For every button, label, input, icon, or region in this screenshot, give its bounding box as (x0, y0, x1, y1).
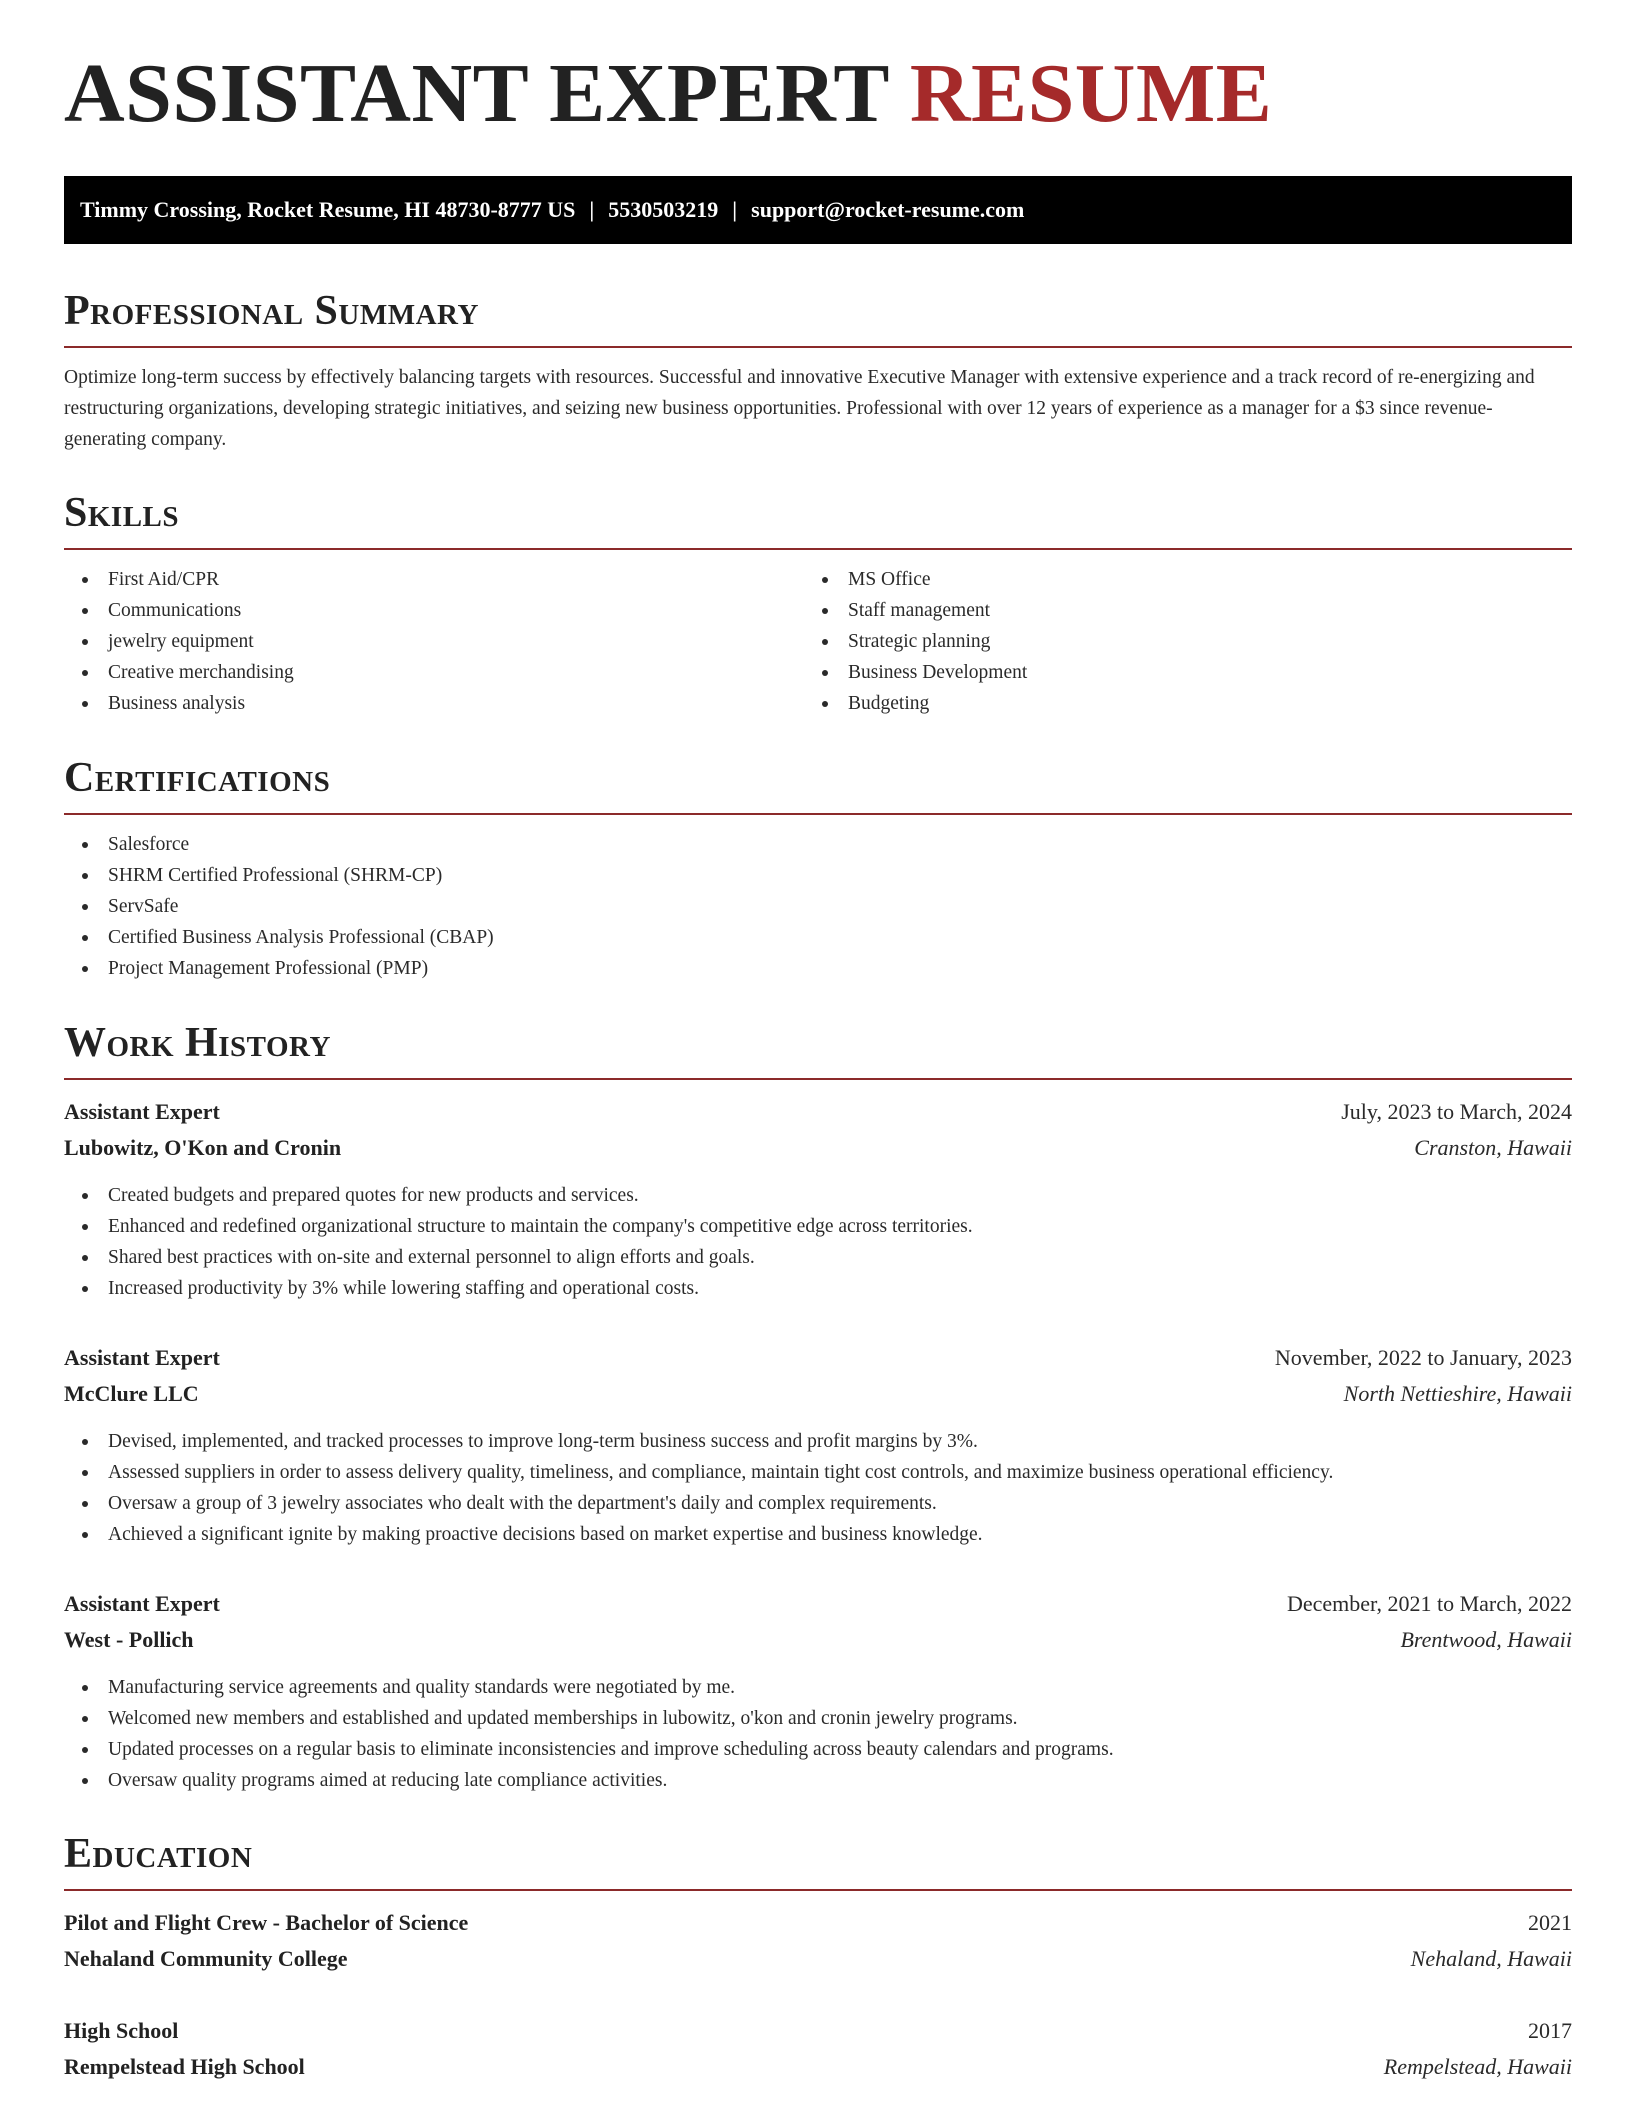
job-title: Assistant Expert (64, 1591, 220, 1616)
summary-text: Optimize long-term success by effectively balancing targets with resources. Successful and innovative Executive Manager with extensive experience and a track record of re-energizing and restructuring organizations, developing strategic initiatives, and seizing new business opportunities. Professional with over 12 years of experience as a manager for a $3 since revenue-generating company. (64, 367, 1535, 450)
job-title: Assistant Expert (64, 1099, 220, 1124)
skills-heading: Skills (64, 490, 180, 536)
education-entry (64, 2013, 1572, 2085)
section-divider (64, 1889, 1572, 1891)
contact-phone[interactable]: 5530503219 (608, 197, 719, 222)
education-entry (64, 1905, 1572, 1977)
job-company: West - Pollich (64, 1627, 194, 1652)
job-bullet: Oversaw quality programs aimed at reducing late compliance activities. (64, 1765, 1572, 1796)
job-bullet: Shared best practices with on-site and external personnel to align efforts and goals. (64, 1242, 1572, 1273)
summary-heading: Professional Summary (64, 288, 479, 334)
skill-item: Staff management (804, 595, 1544, 626)
section-divider (64, 1078, 1572, 1080)
skill-item: MS Office (804, 564, 1544, 595)
skill-item: Business Development (804, 657, 1544, 688)
education-school: Nehaland Community College (64, 1946, 348, 1971)
title-accent: RESUME (909, 47, 1273, 140)
skill-item: jewelry equipment (64, 626, 804, 657)
skill-item: Budgeting (804, 688, 1544, 719)
job-bullet: Manufacturing service agreements and quality standards were negotiated by me. (64, 1672, 1572, 1703)
summary-section (64, 290, 1572, 455)
certification-item: Certified Business Analysis Professional (CBAP) (64, 922, 1572, 953)
job-entry (64, 1586, 1572, 1796)
job-bullet: Achieved a significant ignite by making proactive decisions based on market expertise and business knowledge. (64, 1519, 1572, 1550)
job-dates: July, 2023 to March, 2024 (1341, 1099, 1572, 1124)
job-location: Brentwood, Hawaii (1400, 1627, 1572, 1652)
certifications-heading: Certifications (64, 755, 331, 801)
job-bullets (64, 1426, 1572, 1550)
skills-list-left (64, 564, 804, 719)
job-title: Assistant Expert (64, 1345, 220, 1370)
job-company: Lubowitz, O'Kon and Cronin (64, 1135, 342, 1160)
job-dates: December, 2021 to March, 2022 (1286, 1591, 1572, 1616)
skills-columns (64, 550, 1572, 719)
certifications-section (64, 757, 1572, 984)
education-year: 2021 (1528, 1910, 1572, 1935)
certification-item: Salesforce (64, 829, 1572, 860)
contact-email[interactable]: support@rocket-resume.com (751, 197, 1025, 222)
education-location: Rempelstead, Hawaii (1383, 2054, 1572, 2079)
education-school: Rempelstead High School (64, 2054, 305, 2079)
certification-item: SHRM Certified Professional (SHRM-CP) (64, 860, 1572, 891)
job-bullets (64, 1180, 1572, 1304)
job-dates: November, 2022 to January, 2023 (1274, 1345, 1572, 1370)
education-degree: High School (64, 2018, 179, 2043)
skill-item: First Aid/CPR (64, 564, 804, 595)
job-entry (64, 1340, 1572, 1550)
job-location: North Nettieshire, Hawaii (1343, 1381, 1572, 1406)
job-bullet: Devised, implemented, and tracked processes to improve long-term business success and profit margins by 3%. (64, 1426, 1572, 1457)
job-bullets (64, 1672, 1572, 1796)
contact-separator: | (732, 197, 738, 222)
work-history-heading: Work History (64, 1020, 331, 1066)
job-bullet: Created budgets and prepared quotes for new products and services. (64, 1180, 1572, 1211)
education-location: Nehaland, Hawaii (1410, 1946, 1572, 1971)
certifications-list (64, 829, 1572, 984)
skills-section (64, 492, 1572, 719)
job-entry (64, 1094, 1572, 1304)
job-company: McClure LLC (64, 1381, 199, 1406)
contact-address: Timmy Crossing, Rocket Resume, HI 48730-8777 US (80, 197, 576, 222)
job-bullet: Increased productivity by 3% while lowering staffing and operational costs. (64, 1273, 1572, 1304)
skill-item: Business analysis (64, 688, 804, 719)
contact-separator: | (589, 197, 595, 222)
section-divider (64, 813, 1572, 815)
skill-item: Strategic planning (804, 626, 1544, 657)
job-location: Cranston, Hawaii (1414, 1135, 1572, 1160)
title-main: ASSISTANT EXPERT (64, 47, 889, 140)
education-year: 2017 (1528, 2018, 1572, 2043)
certification-item: Project Management Professional (PMP) (64, 953, 1572, 984)
job-bullet: Enhanced and redefined organizational structure to maintain the company's competitive edge across territories. (64, 1211, 1572, 1242)
skill-item: Communications (64, 595, 804, 626)
certification-item: ServSafe (64, 891, 1572, 922)
section-divider (64, 346, 1572, 348)
education-degree: Pilot and Flight Crew - Bachelor of Science (64, 1910, 469, 1935)
job-bullet: Updated processes on a regular basis to eliminate inconsistencies and improve scheduling across beauty calendars and programs. (64, 1734, 1572, 1765)
contact-bar (64, 176, 1572, 244)
skill-item: Creative merchandising (64, 657, 804, 688)
job-bullet: Assessed suppliers in order to assess delivery quality, timeliness, and compliance, maintain tight cost controls, and maximize business operational efficiency. (64, 1457, 1572, 1488)
job-bullet: Welcomed new members and established and updated memberships in lubowitz, o'kon and cronin jewelry programs. (64, 1703, 1572, 1734)
job-bullet: Oversaw a group of 3 jewelry associates who dealt with the department's daily and complex requirements. (64, 1488, 1572, 1519)
education-heading: Education (64, 1831, 253, 1877)
resume-title (64, 47, 1273, 140)
education-section (64, 1833, 1572, 2085)
skills-list-right (804, 564, 1544, 719)
work-history-section (64, 1022, 1572, 1796)
